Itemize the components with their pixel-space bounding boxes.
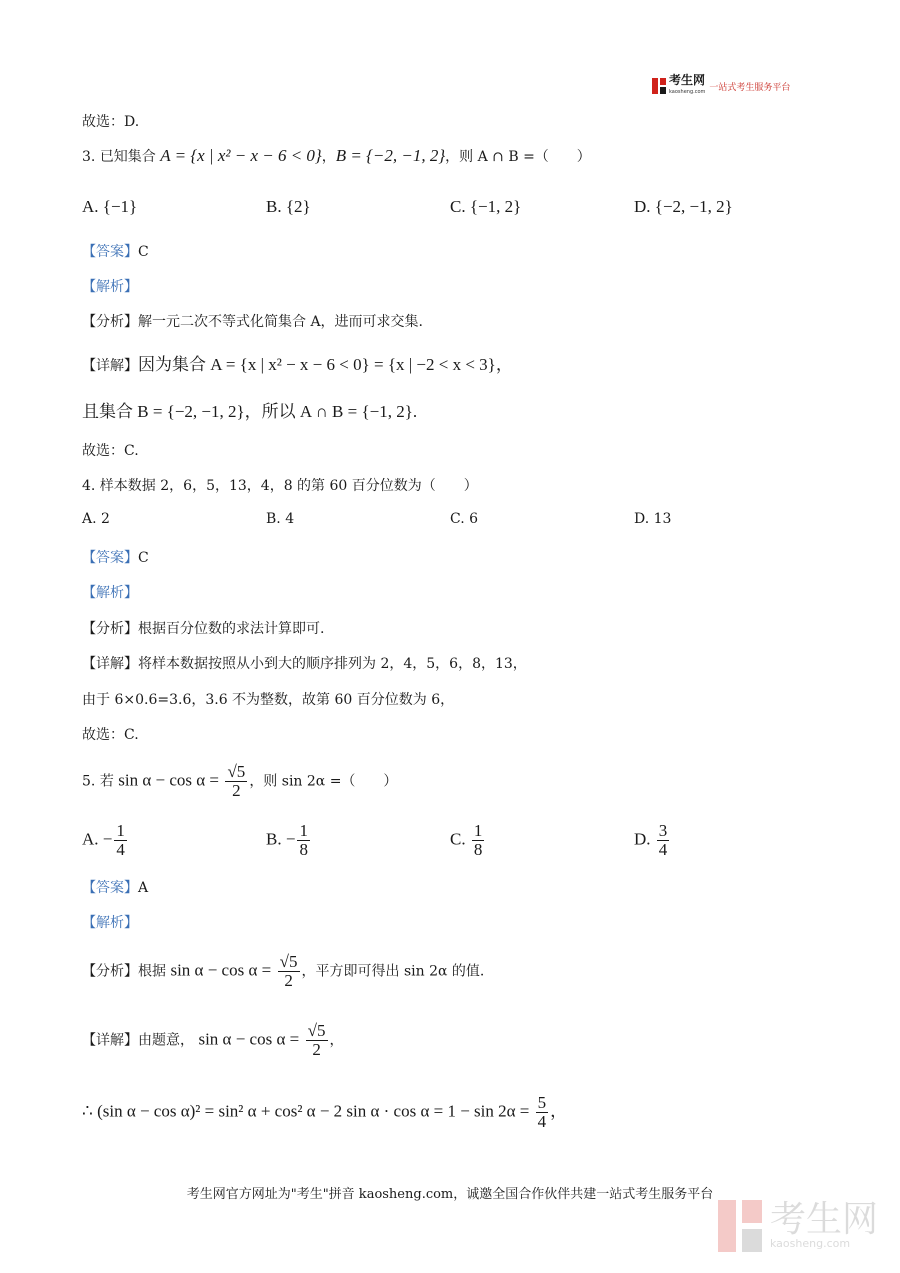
q5-answer: 【答案】A — [82, 880, 149, 896]
q3-sep: ， — [321, 149, 336, 165]
q3-analysis-label: 【解析】 — [82, 279, 138, 295]
watermark-logo-icon — [718, 1200, 762, 1252]
q3-answer: 【答案】C — [82, 244, 149, 260]
q4-option-a: A. 2 — [82, 511, 110, 527]
q5-option-d: D. $\frac{3}{4}$ — [634, 821, 668, 859]
q2-conclusion: 故选：D. — [82, 114, 140, 130]
page-footer: 考生网官方网址为"考生"拼音 kaosheng.com，诚邀全国合作伙伴共建一站式考生服务平台 — [186, 1187, 714, 1202]
q4-analysis-label: 【解析】 — [82, 585, 138, 601]
q5-fraction: $\frac{√5}{2}$ — [227, 762, 246, 800]
q5-option-a: A. − $\frac{1}{4}$ — [82, 821, 125, 859]
header-logo — [652, 74, 790, 98]
q3-stem-prefix: 已知集合 — [99, 149, 156, 165]
q3-fenxi: 【分析】解一元二次不等式化简集合 A，进而可求交集. — [82, 314, 424, 330]
q3-option-a: A. {−1} — [82, 197, 138, 216]
q3-conclusion: 故选：C. — [82, 443, 139, 459]
q5-option-c: C. $\frac{1}{8}$ — [450, 821, 483, 859]
q3-stem-suffix: ，则 A ∩ B =（ ） — [445, 149, 591, 165]
watermark-text: 考生网 — [770, 1199, 879, 1240]
q4-stem: 4. 样本数据 2，6，5，13，4，8 的第 60 百分位数为（ ） — [82, 478, 478, 494]
q5-analysis-label: 【解析】 — [82, 915, 138, 931]
q3-xiangjie-1: 【详解】因为集合 A = {x | x² − x − 6 < 0} = {x | −2 < x < 3}， — [82, 355, 513, 374]
q4-xiangjie-1: 【详解】将样本数据按照从小到大的顺序排列为 2，4，5，6，8，13， — [82, 656, 527, 672]
logo-domain: kaosheng.com — [669, 89, 706, 95]
q5-lhs: sin α − cos α = — [118, 770, 220, 790]
logo-slogan: 一站式考生服务平台 — [709, 82, 791, 93]
q3-set-b: B = {−2, −1, 2} — [335, 146, 446, 165]
q3-option-c: C. {−1, 2} — [450, 197, 522, 216]
q5-option-b: B. − $\frac{1}{8}$ — [266, 821, 308, 859]
q5-stem: 5. 若 sin α − cos α = $\frac{√5}{2}$ ，则 sin 2α =（ ） — [82, 762, 398, 800]
kaosheng-watermark — [718, 1200, 878, 1252]
q4-option-d: D. 13 — [634, 511, 672, 527]
q4-conclusion: 故选：C. — [82, 727, 139, 743]
q3-stem — [82, 146, 591, 166]
q5-therefore: ∴ (sin α − cos α)² = sin² α + cos² α − 2 sin α · cos α = 1 − sin 2α = $\frac{5}{4}$ ， — [82, 1093, 568, 1131]
q3-set-a: A = {x | x² − x − 6 < 0} — [160, 146, 322, 165]
q3-xiangjie-2: 且集合 B = {−2, −1, 2}，所以 A ∩ B = {−1, 2}. — [82, 402, 418, 421]
q4-fenxi: 【分析】根据百分位数的求法计算即可. — [82, 621, 325, 637]
q5-fenxi: 【分析】根据 sin α − cos α = $\frac{√5}{2}$ ，平方即可得出 sin 2α 的值. — [82, 952, 485, 990]
q3-option-b: B. {2} — [266, 197, 311, 216]
logo-name: 考生网 kaosheng.com — [669, 74, 705, 98]
q5-xiangjie: 【详解】由题意， sin α − cos α = $\frac{√5}{2}$ ， — [82, 1021, 344, 1059]
q4-option-b: B. 4 — [266, 511, 295, 527]
kaosheng-logo-icon — [652, 78, 666, 94]
q4-answer: 【答案】C — [82, 550, 149, 566]
watermark-domain: kaosheng.com — [770, 1237, 851, 1250]
q4-option-c: C. 6 — [450, 511, 479, 527]
q3-option-d: D. {−2, −1, 2} — [634, 197, 733, 216]
q4-xiangjie-2: 由于 6×0.6=3.6，3.6 不为整数，故第 60 百分位数为 6， — [82, 692, 455, 708]
q3-number: 3. — [82, 149, 96, 165]
